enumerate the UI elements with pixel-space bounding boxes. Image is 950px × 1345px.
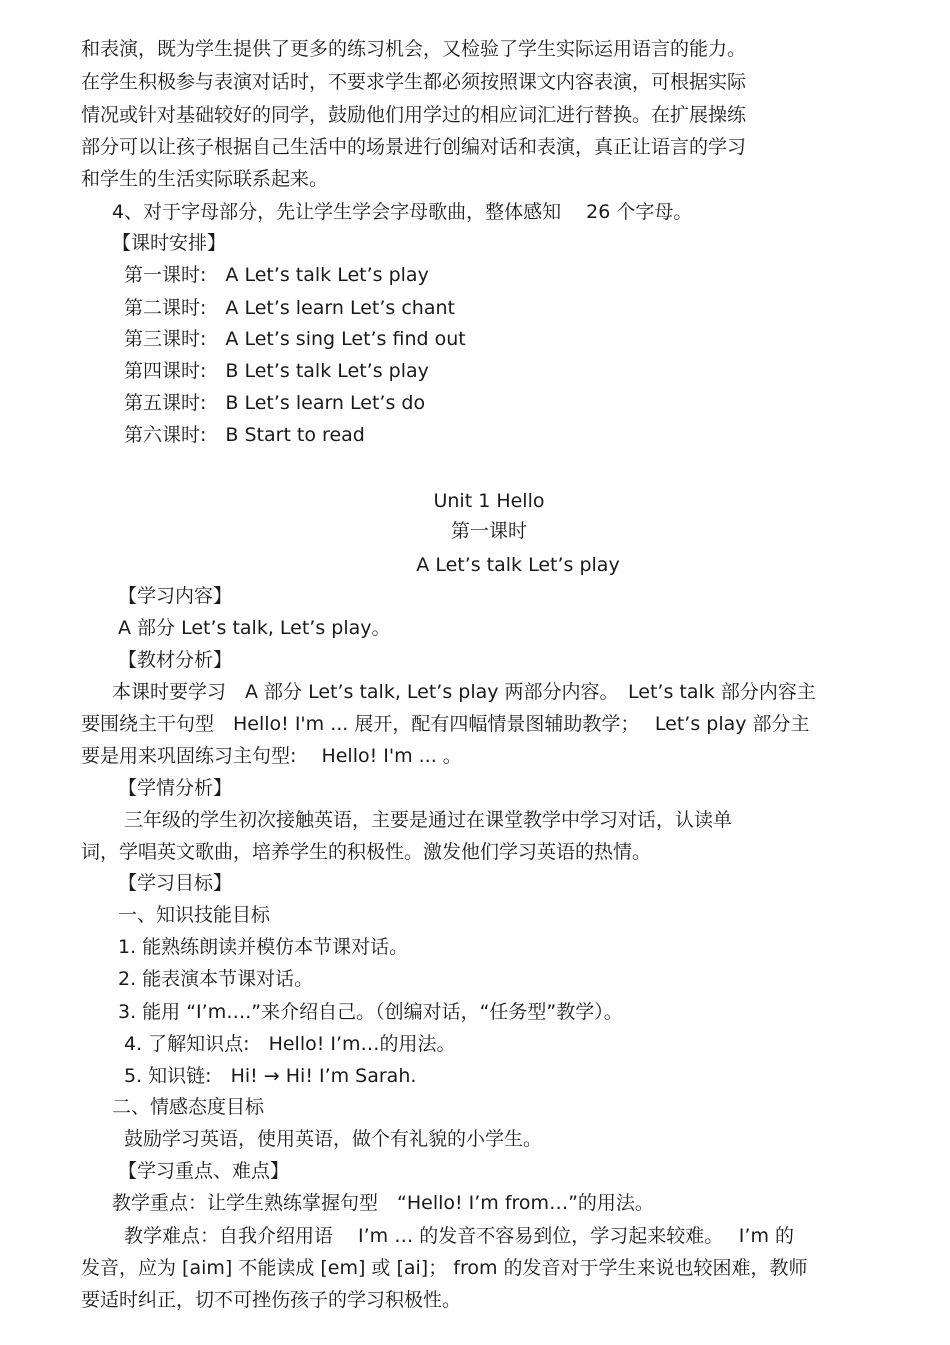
goals-section-2: 二、情感态度目标: [112, 1096, 265, 1118]
unit-title: Unit 1 Hello: [433, 490, 545, 512]
goal-item: 4. 了解知识点: Hello! I’m…的用法。: [124, 1033, 456, 1055]
schedule-item: 第一课时: A Let’s talk Let’s play: [124, 264, 429, 286]
content-heading: 【学习内容】: [118, 585, 233, 607]
schedule-item: 第三课时: A Let’s sing Let’s find out: [124, 328, 466, 350]
intro-line-4: 部分可以让孩子根据自己生活中的场景进行创编对话和表演，真正让语言的学习: [81, 136, 747, 158]
learners-line-1: 三年级的学生初次接触英语，主要是通过在课堂教学中学习对话，认读单: [124, 809, 733, 831]
schedule-heading: 【课时安排】: [112, 232, 227, 254]
analysis-line-2: 要围绕主干句型 Hello! I'm ... 展开，配有四幅情景图辅助教学； Let’s play 部分主: [81, 713, 810, 735]
goal-item: 1. 能熟练朗读并模仿本节课对话。: [118, 936, 409, 958]
analysis-heading: 【教材分析】: [118, 649, 233, 671]
goals-attitude: 鼓励学习英语，使用英语，做个有礼貌的小学生。: [124, 1128, 543, 1150]
lesson-subtitle: A Let’s talk Let’s play: [416, 554, 620, 576]
schedule-item: 第五课时: B Let’s learn Let’s do: [124, 392, 426, 414]
schedule-item: 第二课时: A Let’s learn Let’s chant: [124, 297, 455, 319]
schedule-item: 第六课时: B Start to read: [124, 424, 365, 446]
goal-item: 2. 能表演本节课对话。: [118, 968, 314, 990]
intro-line-1: 和表演，既为学生提供了更多的练习机会，又检验了学生实际运用语言的能力。: [81, 38, 747, 60]
intro-line-2: 在学生积极参与表演对话时，不要求学生都必须按照课文内容表演，可根据实际: [81, 71, 747, 93]
goals-heading: 【学习目标】: [118, 872, 233, 894]
intro-line-3: 情况或针对基础较好的同学，鼓励他们用学过的相应词汇进行替换。在扩展操练: [81, 104, 747, 126]
goal-item: 3. 能用 “I’m….”来介绍自己。（创编对话，“任务型”教学）。: [118, 1001, 623, 1023]
goal-item: 5. 知识链: Hi! → Hi! I’m Sarah.: [124, 1065, 417, 1087]
key-difficulty-1: 教学难点：自我介绍用语 I’m … 的发音不容易到位，学习起来较难。 I’m 的: [124, 1225, 795, 1247]
intro-line-5: 和学生的生活实际联系起来。: [81, 168, 329, 190]
key-difficulty-2: 发音，应为 [aim] 不能读成 [em] 或 [ai]； from 的发音对于学生来说也较困难，教师: [81, 1257, 808, 1279]
key-focus: 教学重点：让学生熟练掌握句型 “Hello! I’m from…”的用法。: [112, 1192, 654, 1214]
key-difficulty-3: 要适时纠正，切不可挫伤孩子的学习积极性。: [81, 1289, 462, 1311]
schedule-item: 第四课时: B Let’s talk Let’s play: [124, 360, 429, 382]
lesson-title: 第一课时: [450, 520, 527, 542]
goals-section-1: 一、知识技能目标: [118, 904, 271, 926]
analysis-line-3: 要是用来巩固练习主句型: Hello! I'm ... 。: [81, 745, 462, 767]
intro-item-4: 4、对于字母部分，先让学生学会字母歌曲，整体感知 26 个字母。: [112, 201, 693, 223]
key-heading: 【学习重点、难点】: [118, 1160, 290, 1182]
learners-heading: 【学情分析】: [118, 777, 233, 799]
analysis-line-1: 本课时要学习 A 部分 Let’s talk, Let’s play 两部分内容。 Let’s talk 部分内容主: [112, 681, 816, 703]
learners-line-2: 词，学唱英文歌曲，培养学生的积极性。激发他们学习英语的热情。: [81, 841, 652, 863]
content-text: A 部分 Let’s talk, Let’s play。: [118, 617, 391, 639]
